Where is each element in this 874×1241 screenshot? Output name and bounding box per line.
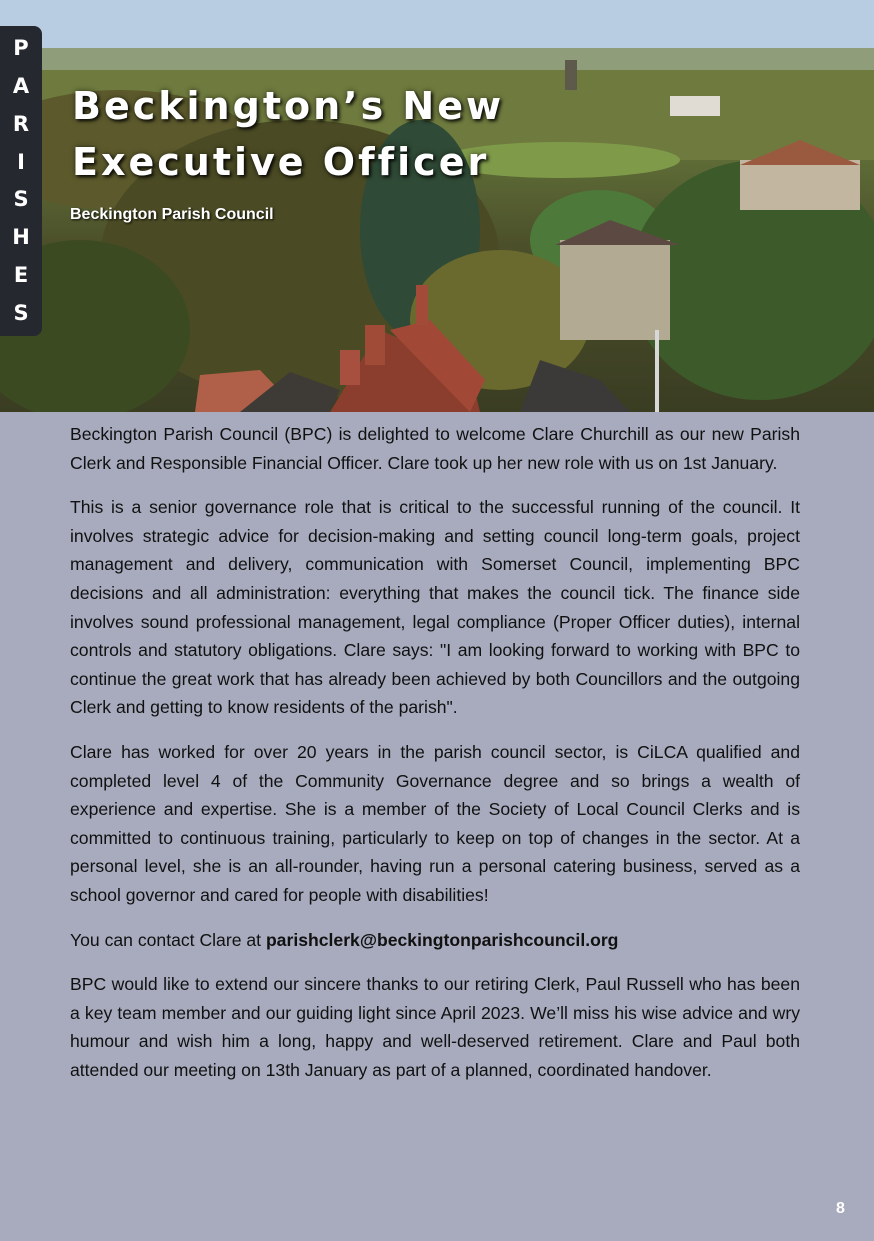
paragraph-intro: Beckington Parish Council (BPC) is delighted to welcome Clare Churchill as our new Parish Clerk and Responsible Financial Officer. Clare took up her new role with us on 1st January. <box>70 424 800 473</box>
contact-prefix: You can contact Clare at <box>70 929 266 950</box>
paragraph-contact <box>70 926 800 955</box>
paragraph-thanks: BPC would like to extend our sincere thanks to our retiring Clerk, Paul Russell who has been a key team member and our guiding light since April 2023. We’ll miss his wise advice and wry humour and wish him a long, happy and well-deserved retirement. Clare and Paul both attended our meeting on 13th January as part of a planned, coordinated handover. <box>70 974 800 1080</box>
page-number: 8 <box>836 1200 845 1217</box>
section-tab-parishes <box>0 26 42 336</box>
title-line-1: Beckington’s New <box>72 84 505 128</box>
side-tab-letter: S <box>13 300 29 325</box>
side-tab-letter: R <box>12 111 30 136</box>
article-body <box>70 420 800 1100</box>
side-tab-letter: A <box>12 74 30 99</box>
article-title <box>72 78 592 190</box>
side-tab-letter: H <box>12 225 30 250</box>
side-tab-letter: I <box>17 149 25 174</box>
paragraph-experience: Clare has worked for over 20 years in the parish council sector, is CiLCA qualified and completed level 4 of the Community Governance degree and so brings a wealth of experience and expertise. She is a member of the Society of Local Council Clerks and is committed to continuous training, particularly to keep on top of changes in the sector. At a personal level, she is an all-rounder, having run a personal catering business, served as a school governor and cared for people with disabilities! <box>70 741 800 905</box>
paragraph-role: This is a senior governance role that is critical to the successful running of the council. It involves strategic advice for decision-making and setting council long-term goals, project management and delivery, communication with Somerset Council, implementing BPC decisions and all administration: everything that makes the council tick. The finance side involves sound professional management, legal compliance (Proper Officer duties), internal controls and statutory obligations. Clare says: "I am looking forward to working with BPC to continue the great work that has already been achieved by both Councillors and the outgoing Clerk and getting to know residents of the parish". <box>70 497 800 718</box>
side-tab-letter: P <box>13 36 29 61</box>
side-tab-letter: E <box>13 262 29 287</box>
contact-email: parishclerk@beckingtonparishcouncil.org <box>265 929 619 950</box>
title-line-2: Executive Officer <box>72 140 490 184</box>
hero-photo <box>0 0 874 412</box>
side-tab-letter: S <box>13 187 29 212</box>
article-byline: Beckington Parish Council <box>70 206 274 223</box>
